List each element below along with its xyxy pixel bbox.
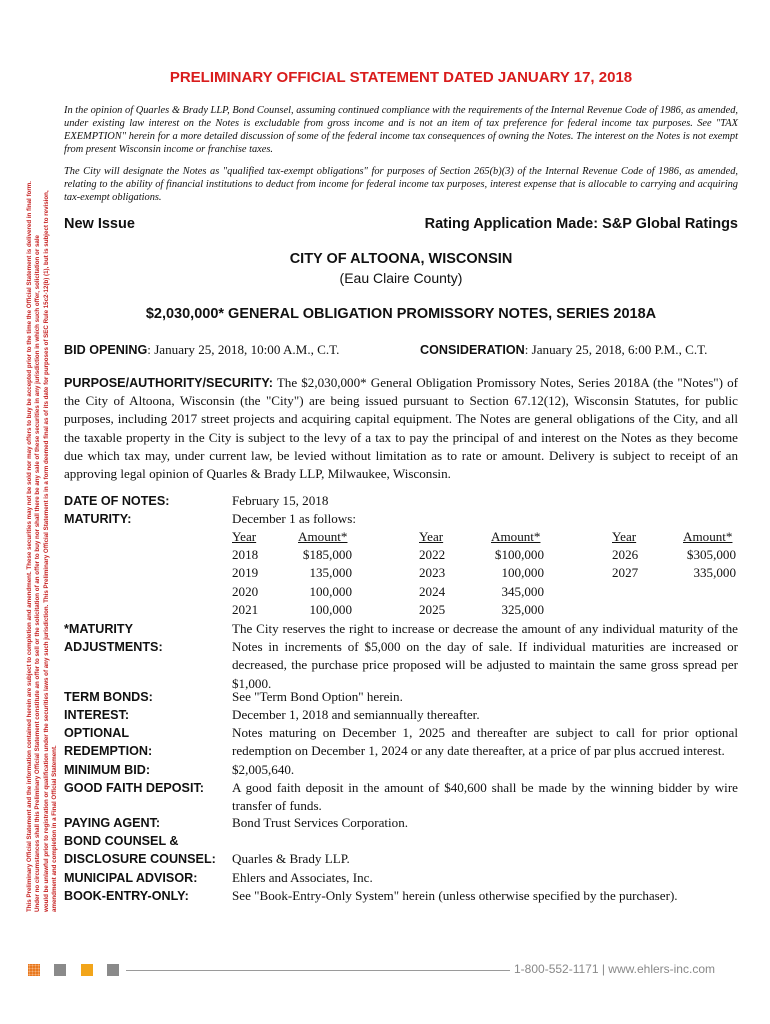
purpose-label: PURPOSE/AUTHORITY/SECURITY: [64, 376, 273, 390]
paying-agent-value: Bond Trust Services Corporation. [232, 815, 409, 830]
maturity-amount: 100,000 [309, 602, 352, 617]
maturity-amount: 100,000 [501, 565, 544, 580]
amount-header: Amount* [298, 529, 348, 544]
maturity-amount: $100,000 [494, 547, 544, 562]
footer-logo-square [107, 964, 119, 976]
side-legend-line: amendment and completion in a Final Official Statement. [51, 745, 59, 912]
maturity-year: 2024 [419, 584, 446, 599]
maturity-year: 2023 [419, 565, 446, 580]
minimum-bid-value: $2,005,640. [232, 762, 295, 777]
book-entry-only-label: BOOK-ENTRY-ONLY: [64, 889, 189, 903]
new-issue-label: New Issue [64, 216, 135, 232]
year-header: Year [419, 529, 444, 544]
maturity-amount: 325,000 [501, 602, 544, 617]
qualified-tax-exempt-paragraph: The City will designate the Notes as "qualified tax-exempt obligations" for purposes of Section 265(b)(3) of the Internal Revenue Code of 1986, as amended, relating to the ability of financial institutions to deduct from income for federal income tax purposes, interest expense that is allocable to carrying and acquiring tax-exempt obligations. [64, 166, 738, 203]
purpose-paragraph [64, 374, 738, 483]
side-legend-line: would be unlawful prior to registration or qualification under the securities laws of any such jurisdiction. This Preliminary Official Statement is in a form deemed final as of its date for purposes of SEC Rule 15c2-12(b) (1), but is subject to revision, [42, 190, 50, 912]
issue-header-row [64, 216, 738, 232]
good-faith-deposit-value: A good faith deposit in the amount of $40,600 shall be made by the winning bidder by wire transfer of funds. [232, 780, 738, 814]
good-faith-deposit-label: GOOD FAITH DEPOSIT: [64, 781, 204, 795]
consideration-value: January 25, 2018, 6:00 P.M., C.T. [531, 342, 708, 357]
issuer-county: (Eau Claire County) [339, 270, 463, 286]
maturity-amount: 100,000 [309, 584, 352, 599]
maturity-year: 2021 [232, 602, 259, 617]
optional-redemption-label-line: REDEMPTION: [64, 744, 153, 759]
maturity-label: MATURITY: [64, 512, 132, 526]
document-title: PRELIMINARY OFFICIAL STATEMENT DATED JANUARY 17, 2018 [169, 69, 633, 86]
footer-contact: 1-800-552-1171 | www.ehlers-inc.com [514, 962, 715, 976]
optional-redemption-label-line: OPTIONAL [64, 726, 130, 740]
amount-header: Amount* [491, 529, 541, 544]
maturity-year: 2022 [419, 547, 446, 562]
bid-opening-label: BID OPENING [64, 343, 148, 357]
bond-counsel-label [64, 832, 216, 868]
interest-value: December 1, 2018 and semiannually thereafter. [232, 707, 480, 722]
side-legend-line: This Preliminary Official Statement and the information contained herein are subject to completion and amendment. These securities may not be sold nor may offers to buy be accepted prior to the time the Official Statement is delivered in final form. [26, 181, 33, 912]
footer-logo-square [54, 964, 66, 976]
side-legend-line: Under no circumstances shall this Preliminary Official Statement constitute an offer to sell or the solicitation of an offer to buy nor shall there be any sale of these securities in any jurisdiction in which such offer, solicitation or sale [34, 235, 42, 912]
maturity-year: 2026 [612, 547, 639, 562]
maturity-value: December 1 as follows: [232, 511, 356, 526]
minimum-bid-label: MINIMUM BID: [64, 763, 151, 777]
maturity-adjustments-label [64, 620, 163, 656]
maturity-year: 2025 [419, 602, 446, 617]
maturity-year: 2027 [612, 565, 639, 580]
footer-logo-square [81, 964, 93, 976]
amount-header: Amount* [683, 529, 733, 544]
maturity-amount: $305,000 [686, 547, 736, 562]
maturity-amount: 135,000 [309, 565, 352, 580]
municipal-advisor-label: MUNICIPAL ADVISOR: [64, 871, 198, 885]
footer-logo-square [28, 964, 40, 976]
date-of-notes-label: DATE OF NOTES: [64, 494, 170, 508]
consideration-label: CONSIDERATION [420, 343, 525, 357]
term-bonds-label: TERM BONDS: [64, 690, 153, 704]
optional-redemption-value: Notes maturing on December 1, 2025 and thereafter are subject to call for prior optional redemption on December 1, 2024 or any date thereafter, at a price of par plus accrued interest. [232, 725, 738, 759]
issue-title: $2,030,000* GENERAL OBLIGATION PROMISSORY NOTES, SERIES 2018A [145, 306, 657, 322]
bond-counsel-value: Quarles & Brady LLP. [232, 851, 350, 866]
footer-divider [126, 970, 510, 971]
tax-opinion-paragraph: In the opinion of Quarles & Brady LLP, Bond Counsel, assuming continued compliance with the requirements of the Internal Revenue Code of 1986, as amended, under existing law interest on the Notes is excludable from gross income and is not an item of tax preference for federal income tax purposes. See "TAX EXEMPTION" herein for a more detailed discussion of some of the federal income tax consequences of owning the Notes. The interest on the Notes is not exempt from present Wisconsin income or franchise taxes. [64, 105, 738, 155]
bond-counsel-label-line: BOND COUNSEL & [64, 834, 179, 848]
optional-redemption-label [64, 724, 152, 760]
year-header: Year [232, 529, 257, 544]
bid-row: BID OPENING: January 25, 2018, 10:00 A.M., C.T. CONSIDERATION: January 25, 2018, 6:00 P.M., C.T. [64, 341, 738, 359]
bid-opening-value: January 25, 2018, 10:00 A.M., C.T. [154, 342, 340, 357]
maturity-adjustments-label-line: ADJUSTMENTS: [64, 640, 163, 655]
book-entry-only-value: See "Book-Entry-Only System" herein (unless otherwise specified by the purchaser). [232, 888, 678, 903]
municipal-advisor-value: Ehlers and Associates, Inc. [232, 870, 373, 885]
year-header: Year [612, 529, 637, 544]
issuer-name: CITY OF ALTOONA, WISCONSIN [289, 251, 513, 267]
bond-counsel-label-line: DISCLOSURE COUNSEL: [64, 852, 216, 867]
rating-label: Rating Application Made: S&P Global Ratings [424, 216, 738, 232]
purpose-text: The $2,030,000* General Obligation Promissory Notes, Series 2018A (the "Notes") of the City of Altoona, Wisconsin (the "City") are being issued pursuant to Section 67.12(12), Wisconsin Statutes, for public purposes, including 2017 street projects and acquiring capital equipment. The Notes are general obligations of the City, and all the taxable property in the City is subject to the levy of a tax to pay the principal of and interest on the Notes as they become due which tax may, under current law, be levied without limitation as to rate or amount. Delivery is subject to receipt of an approving legal opinion of Quarles & Brady LLP, Milwaukee, Wisconsin. [64, 375, 738, 482]
consideration-block: CONSIDERATION: January 25, 2018, 6:00 P.M., C.T. [420, 342, 708, 357]
maturity-adjustments-label-line: *MATURITY [64, 622, 134, 636]
maturity-amount: 335,000 [693, 565, 736, 580]
maturity-year: 2018 [232, 547, 259, 562]
paying-agent-label: PAYING AGENT: [64, 816, 161, 830]
maturity-amount: 345,000 [501, 584, 544, 599]
maturity-adjustments-value: The City reserves the right to increase or decrease the amount of any individual maturity of the Notes in increments of $5,000 on the day of sale. If individual maturities are increased or decreased, the purchase price proposed will be adjusted to maintain the same gross spread per $1,000. [232, 621, 738, 691]
interest-label: INTEREST: [64, 708, 130, 722]
maturity-year: 2019 [232, 565, 259, 580]
term-bonds-value: See "Term Bond Option" herein. [232, 689, 403, 704]
side-legend [26, 72, 60, 912]
maturity-amount: $185,000 [302, 547, 352, 562]
date-of-notes-value: February 15, 2018 [232, 493, 329, 508]
maturity-year: 2020 [232, 584, 259, 599]
